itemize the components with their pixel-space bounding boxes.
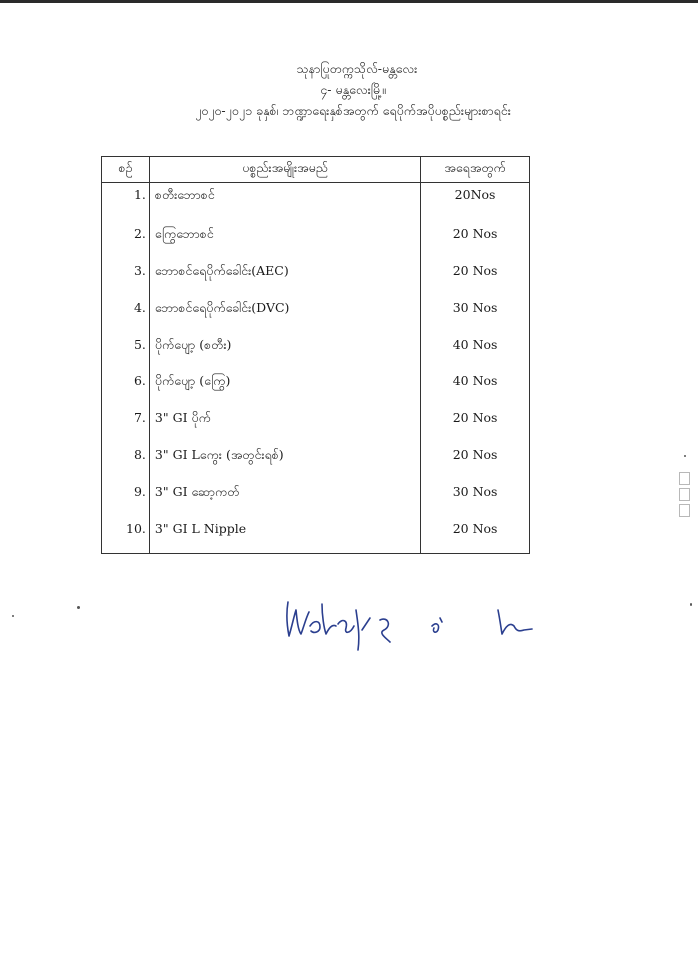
handwritten-signature	[280, 596, 550, 656]
row-quantity: 20 Nos	[421, 440, 530, 477]
table-row	[102, 440, 530, 477]
side-mark	[679, 504, 690, 517]
table-header-row	[102, 157, 530, 183]
row-serial-no: 8.	[102, 440, 150, 477]
page-top-edge	[0, 0, 698, 3]
row-serial-no: 1.	[102, 183, 150, 220]
header-item-name: ပစ္စည်းအမျိုးအမည်	[149, 157, 420, 183]
row-quantity: 20 Nos	[421, 219, 530, 256]
row-serial-no: 5.	[102, 330, 150, 367]
row-serial-no: 2.	[102, 219, 150, 256]
table-row	[102, 514, 530, 554]
row-serial-no: 7.	[102, 403, 150, 440]
side-mark	[679, 488, 690, 501]
row-item-name: 3" GI L Nipple	[149, 514, 420, 554]
row-serial-no: 9.	[102, 477, 150, 514]
row-item-name: 3" GI Lကွေး (အတွင်းရစ်)	[149, 440, 420, 477]
items-table	[101, 156, 530, 554]
table-row	[102, 366, 530, 403]
header-list-title: ၂၀၂၀-၂၀၂၁ ခုနှစ်၊ ဘဏ္ဍာရေးနှစ်အတွက် ရေပိုက်အပိုပစ္စည်းများစာရင်း	[195, 103, 511, 118]
row-serial-no: 4.	[102, 293, 150, 330]
header-city: ၄- မန္တလေးမြို့။	[320, 82, 386, 97]
header-quantity: အရေအတွက်	[421, 157, 530, 183]
side-mark	[679, 472, 690, 485]
scan-speck	[77, 606, 80, 609]
row-quantity: 40 Nos	[421, 330, 530, 367]
row-item-name: ဘောစင်ရေပိုက်ခေါင်း(DVC)	[149, 293, 420, 330]
row-serial-no: 3.	[102, 256, 150, 293]
row-item-name: ကြွေဘောစင်	[149, 219, 420, 256]
row-quantity: 20 Nos	[421, 403, 530, 440]
table-row	[102, 403, 530, 440]
document-header	[0, 58, 698, 121]
scan-speck	[690, 603, 692, 606]
row-serial-no: 10.	[102, 514, 150, 554]
row-item-name: 3" GI ဆော့ကတ်	[149, 477, 420, 514]
row-quantity: 20Nos	[421, 183, 530, 220]
row-quantity: 30 Nos	[421, 293, 530, 330]
table-row	[102, 293, 530, 330]
side-marks	[679, 472, 691, 520]
row-serial-no: 6.	[102, 366, 150, 403]
table-row	[102, 330, 530, 367]
header-institution: သုနာပြုတက္ကသိုလ်-မန္တလေး	[296, 61, 418, 76]
row-item-name: ပိုက်ပျော့ (စတီး)	[149, 330, 420, 367]
header-serial-no: စဉ်	[102, 157, 150, 183]
table-row	[102, 256, 530, 293]
scan-speck	[684, 455, 686, 457]
row-item-name: စတီးဘောစင်	[149, 183, 420, 220]
table-row	[102, 219, 530, 256]
table-row	[102, 477, 530, 514]
row-quantity: 20 Nos	[421, 514, 530, 554]
table-row	[102, 183, 530, 220]
row-quantity: 30 Nos	[421, 477, 530, 514]
scan-speck	[12, 615, 14, 617]
row-quantity: 40 Nos	[421, 366, 530, 403]
row-quantity: 20 Nos	[421, 256, 530, 293]
row-item-name: ပိုက်ပျော့ (ကြွေ)	[149, 366, 420, 403]
row-item-name: ဘောစင်ရေပိုက်ခေါင်း(AEC)	[149, 256, 420, 293]
row-item-name: 3" GI ပိုက်	[149, 403, 420, 440]
